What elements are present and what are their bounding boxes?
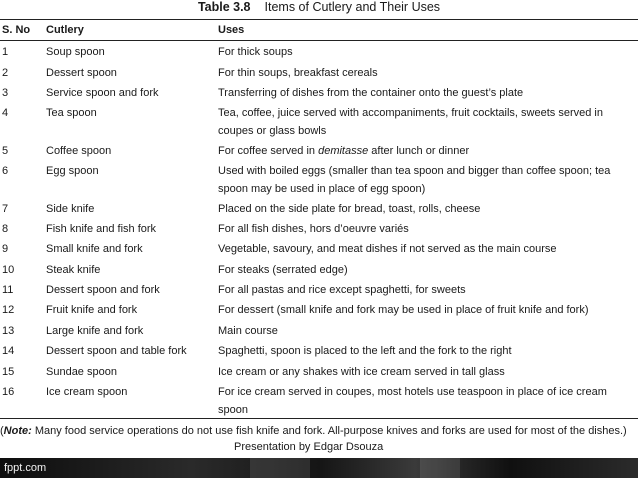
row-uses: For thick soups [218,46,293,58]
row-uses-text: after lunch or dinner [368,145,470,157]
row-sno: 11 [2,284,14,296]
table-caption: Items of Cutlery and Their Uses [264,0,441,14]
table-title [0,0,638,14]
row-uses: Ice cream or any shakes with ice cream served in tall glass [218,366,505,378]
row-cutlery: Tea spoon [46,107,97,119]
row-uses [218,142,636,160]
table-top-rule [0,19,638,20]
note-open: ( [0,425,4,437]
row-sno: 15 [2,366,15,378]
header-sno: S. No [2,24,31,36]
row-uses-text: For coffee served in [218,145,319,157]
row-sno: 1 [2,46,9,58]
row-uses: For dessert (small knife and fork may be used in place of fruit knife and fork) [218,304,589,316]
row-uses: For all pastas and rice except spaghetti, for sweets [218,284,466,296]
row-cutlery: Egg spoon [46,165,99,177]
header-rule [0,40,638,41]
table-bottom-rule [0,418,638,419]
row-cutlery: Sundae spoon [46,366,117,378]
row-sno: 3 [2,87,9,99]
row-cutlery: Fruit knife and fork [46,304,138,316]
row-sno: 14 [2,345,15,357]
row-cutlery: Dessert spoon and table fork [46,345,187,357]
row-sno: 10 [2,264,15,276]
row-cutlery: Side knife [46,203,95,215]
header-cutlery: Cutlery [46,24,84,36]
row-uses: For steaks (serrated edge) [218,264,348,276]
row-sno: 4 [2,107,9,119]
row-uses-italic: demitasse [318,145,369,157]
row-uses: Main course [218,325,278,337]
row-cutlery: Service spoon and fork [46,87,159,99]
row-sno: 7 [2,203,9,215]
row-uses: Tea, coffee, juice served with accompaniments, fruit cocktails, sweets served in coupes or glass bowls [218,107,603,137]
row-sno: 2 [2,67,9,79]
row-uses: Vegetable, savoury, and meat dishes if not served as the main course [218,243,557,255]
row-uses: Transferring of dishes from the container onto the guest’s plate [218,87,524,99]
row-uses: For all fish dishes, hors d’oeuvre variés [218,223,409,235]
row-cutlery: Ice cream spoon [46,386,128,398]
row-cutlery: Coffee spoon [46,145,112,157]
row-sno: 6 [2,165,9,177]
footer-brand: fppt.com [4,462,47,474]
row-cutlery: Small knife and fork [46,243,143,255]
row-uses: For thin soups, breakfast cereals [218,67,378,79]
row-cutlery: Soup spoon [46,46,105,58]
footer-highlight [420,458,460,478]
row-cutlery: Fish knife and fish fork [46,223,157,235]
table-number: Table 3.8 [197,0,251,14]
row-cutlery: Dessert spoon [46,67,117,79]
row-sno: 12 [2,304,15,316]
row-uses: Placed on the side plate for bread, toast, rolls, cheese [218,203,481,215]
presentation-credit: Presentation by Edgar Dsouza [234,441,384,453]
note-label: Note: [3,425,32,437]
row-uses: Spaghetti, spoon is placed to the left and the fork to the right [218,345,512,357]
row-sno: 16 [2,386,15,398]
row-sno: 5 [2,145,9,157]
table-note [0,422,636,440]
row-sno: 13 [2,325,15,337]
row-cutlery: Large knife and fork [46,325,144,337]
row-sno: 8 [2,223,9,235]
header-uses: Uses [218,24,245,36]
row-sno: 9 [2,243,9,255]
row-cutlery: Steak knife [46,264,101,276]
row-cutlery: Dessert spoon and fork [46,284,160,296]
row-uses: For ice cream served in coupes, most hotels use teaspoon in place of ice cream spoon [218,386,607,416]
footer-band [0,458,638,478]
footer-highlight [250,458,310,478]
row-uses: Used with boiled eggs (smaller than tea spoon and bigger than coffee spoon; tea spoon may be used in place of egg spoon) [218,165,611,195]
note-text: Many food service operations do not use fish knife and fork. All-purpose knives and forks are used for most of the dishes.) [31,425,627,437]
